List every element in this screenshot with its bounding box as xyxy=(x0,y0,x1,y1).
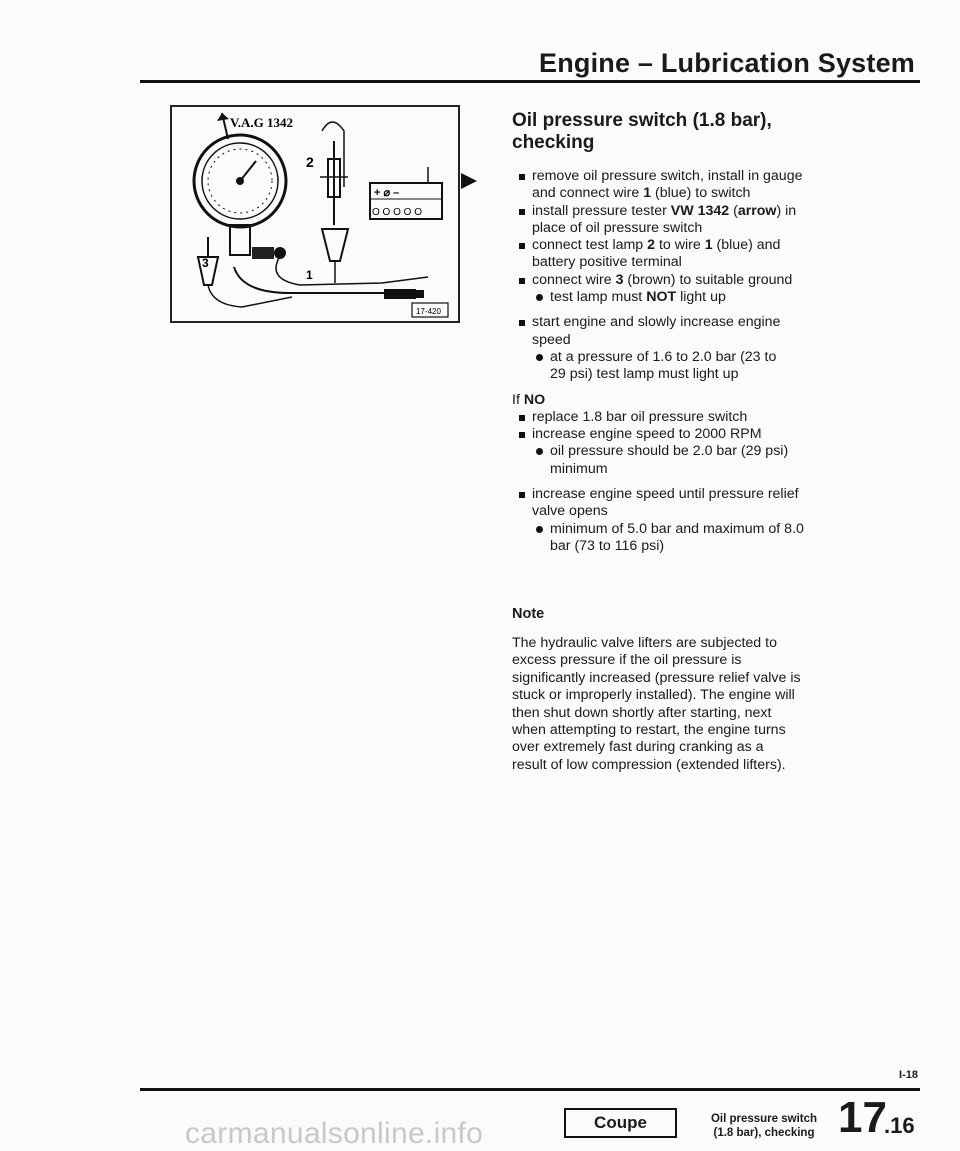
step-increase-speed: increase engine speed to 2000 RPM xyxy=(512,426,912,443)
figure-pointer-arrow xyxy=(461,173,477,189)
note-line: The hydraulic valve lifters are subjected to xyxy=(512,635,777,651)
note-line: then shut down shortly after starting, next xyxy=(512,704,772,721)
footer-caption-line2: (1.8 bar), checking xyxy=(713,1127,815,1139)
svg-text:O O O O O: O O O O O xyxy=(372,207,423,218)
note-line: when attempting to restart, the engine turns xyxy=(512,722,786,739)
gauge-diagram xyxy=(172,107,458,321)
watermark: carmanualsonline.info xyxy=(185,1117,484,1150)
check-relief-range-cont: bar (73 to 116 psi) xyxy=(550,537,665,554)
section-title-line1: Oil pressure switch (1.8 bar), xyxy=(512,110,772,131)
step-install-tester: install pressure tester VW 1342 (arrow) in xyxy=(512,203,912,220)
callout-2: 2 xyxy=(306,154,314,170)
check-relief-range: minimum of 5.0 bar and maximum of 8.0 xyxy=(512,521,912,538)
step-start-engine: start engine and slowly increase engine xyxy=(512,314,912,331)
note-body xyxy=(512,635,912,774)
footer-caption-line1: Oil pressure switch xyxy=(710,1113,818,1125)
step-connect-ground: connect wire 3 (brown) to suitable ground xyxy=(512,272,912,289)
footer-caption xyxy=(700,1112,828,1140)
gauge-label: V.A.G 1342 xyxy=(230,115,293,130)
section-title xyxy=(512,110,772,154)
note-line: stuck or improperly installed). The engine will xyxy=(512,687,795,704)
step-replace-switch: replace 1.8 bar oil pressure switch xyxy=(512,409,912,426)
figure-number: 17-420 xyxy=(416,307,441,316)
check-min-pressure: oil pressure should be 2.0 bar (29 psi) xyxy=(512,443,912,460)
note-heading: Note xyxy=(512,606,545,622)
test-setup-figure xyxy=(170,105,460,323)
footer-rule xyxy=(140,1088,920,1091)
step-relief-valve-cont: valve opens xyxy=(532,503,608,520)
step-connect-lamp: connect test lamp 2 to wire 1 (blue) and xyxy=(512,237,912,254)
step-remove-switch: remove oil pressure switch, install in gauge xyxy=(512,168,912,185)
callout-3: 3 xyxy=(202,256,209,270)
repair-group-page: .16 xyxy=(884,1113,915,1138)
svg-text:+ ⌀ –: + ⌀ – xyxy=(374,187,400,199)
step-connect-lamp-cont: battery positive terminal xyxy=(532,254,682,271)
section-title-line2: checking xyxy=(512,132,595,153)
if-no-label: If NO xyxy=(512,391,546,408)
page-title: Engine – Lubrication System xyxy=(539,48,915,78)
procedure-steps xyxy=(512,168,912,555)
repair-group-number: 17 xyxy=(838,1093,887,1142)
step-remove-switch-cont: and connect wire 1 (blue) to switch xyxy=(532,185,751,202)
page-reference: I-18 xyxy=(899,1069,918,1081)
note-line: result of low compression (extended lifters). xyxy=(512,756,786,773)
note-line: significantly increased (pressure relief valve is xyxy=(512,669,801,686)
note-line: over extremely fast during cranking as a xyxy=(512,739,764,756)
step-install-tester-cont: place of oil pressure switch xyxy=(532,219,703,236)
model-badge: Coupe xyxy=(564,1108,677,1138)
header-rule xyxy=(140,80,920,83)
check-min-pressure-cont: minimum xyxy=(550,460,608,477)
note-line: excess pressure if the oil pressure is xyxy=(512,652,742,669)
step-relief-valve: increase engine speed until pressure relief xyxy=(512,486,912,503)
check-lamp-off: test lamp must NOT light up xyxy=(512,289,912,306)
callout-1: 1 xyxy=(306,268,313,282)
step-start-engine-cont: speed xyxy=(532,331,571,348)
check-lamp-on-cont: 29 psi) test lamp must light up xyxy=(550,366,739,383)
check-lamp-on: at a pressure of 1.6 to 2.0 bar (23 to xyxy=(512,349,912,366)
